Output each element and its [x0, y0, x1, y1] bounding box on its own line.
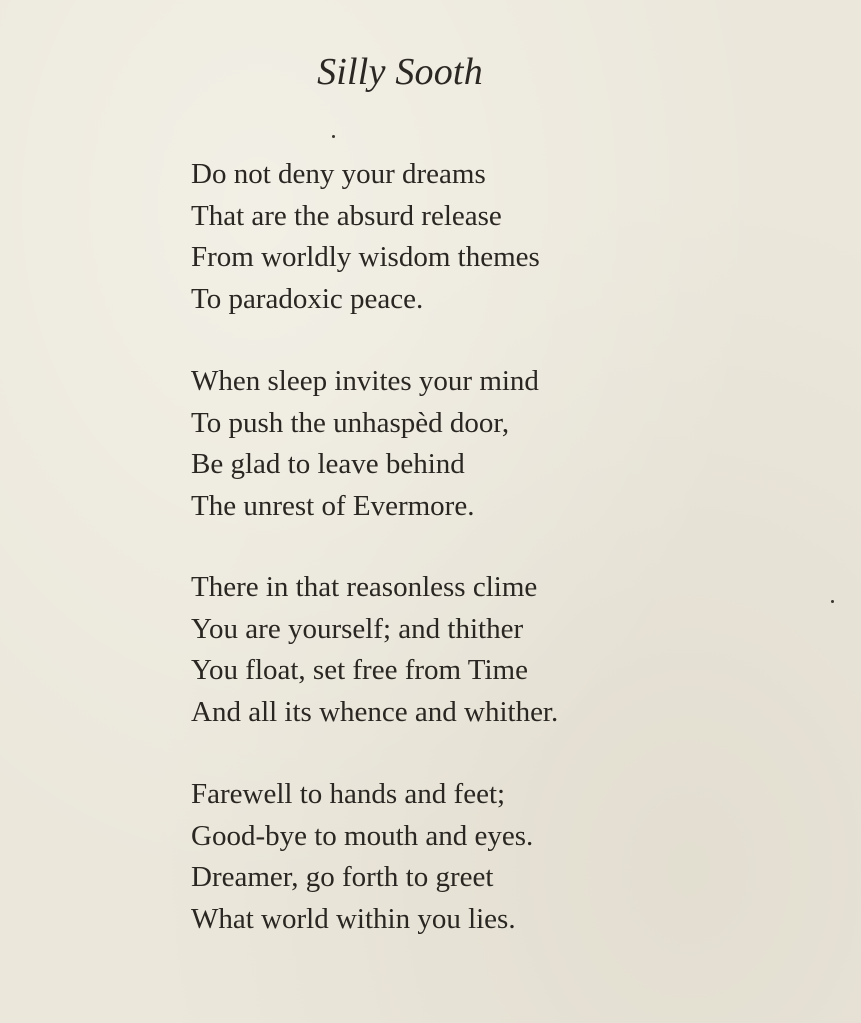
- poem-line: And all its whence and whither.: [191, 695, 559, 728]
- poem-title: Silly Sooth: [317, 51, 483, 93]
- poem-line: There in that reasonless clime: [191, 571, 538, 603]
- print-speck: [332, 135, 335, 138]
- poem-line: Farewell to hands and feet;: [191, 778, 506, 810]
- poem-line: What world within you lies.: [191, 902, 516, 935]
- poem-line: You float, set free from Time: [191, 654, 528, 686]
- poem-line: Good-bye to mouth and eyes.: [191, 819, 534, 852]
- print-speck: [831, 600, 834, 603]
- poem-line: Dreamer, go forth to greet: [191, 861, 494, 893]
- poem-line: You are yourself; and thither: [191, 612, 524, 645]
- stanza-1: [191, 154, 791, 320]
- stanza-3: [191, 567, 791, 733]
- poem-line: That are the absurd release: [191, 199, 502, 232]
- poem-line: To paradoxic peace.: [191, 282, 424, 315]
- poem-line: Do not deny your dreams: [191, 158, 486, 190]
- stanza-2: [191, 361, 791, 527]
- poem-line: Be glad to leave behind: [191, 448, 465, 480]
- poem-line: When sleep invites your mind: [191, 365, 539, 397]
- poem-line: The unrest of Evermore.: [191, 489, 475, 522]
- poem-line: To push the unhaspèd door,: [191, 406, 510, 439]
- poem-line: From worldly wisdom themes: [191, 241, 540, 273]
- stanza-4: [191, 774, 791, 940]
